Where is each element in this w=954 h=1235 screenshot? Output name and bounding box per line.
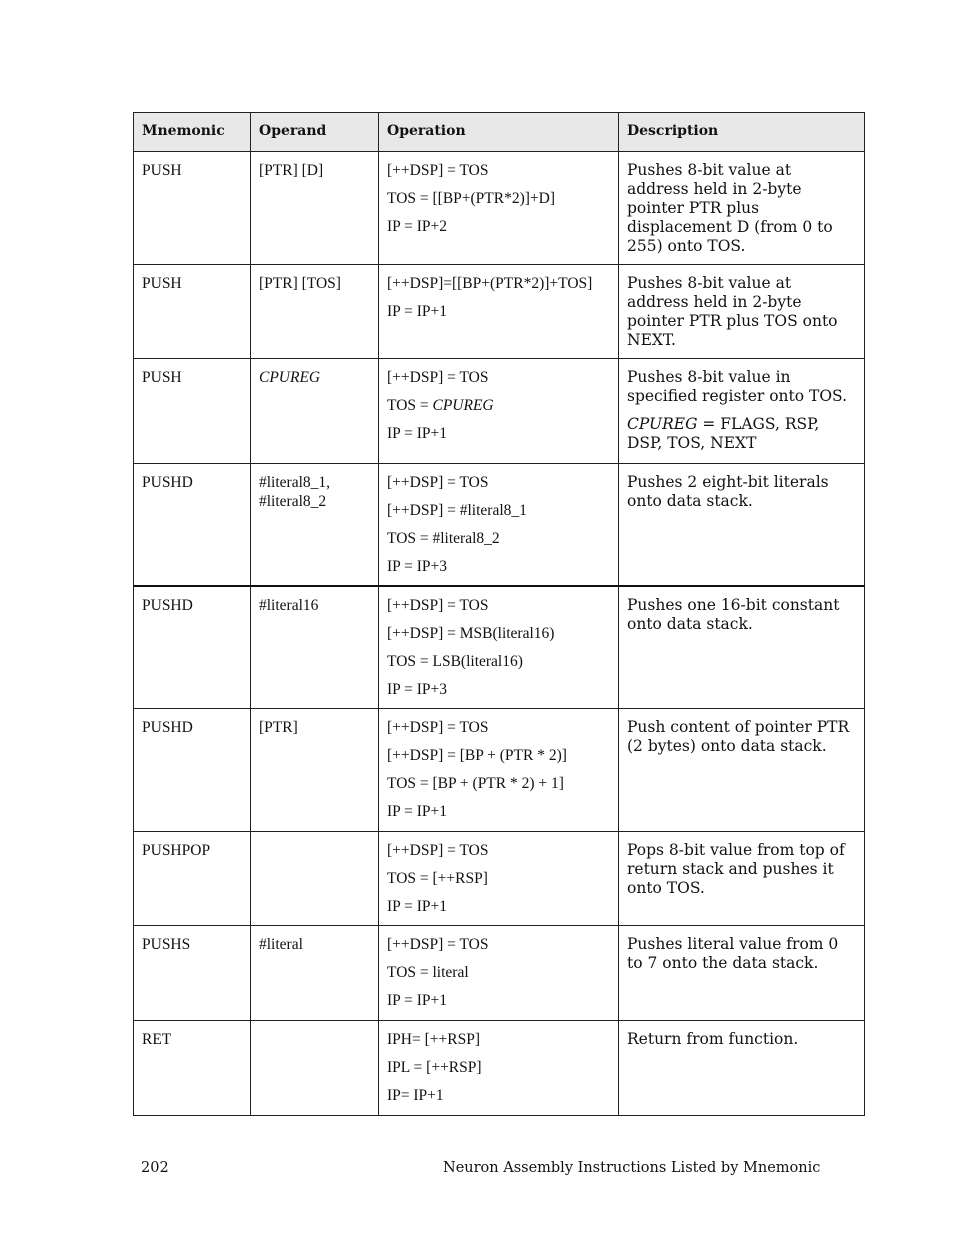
operand-cell (251, 832, 379, 926)
description-register-values: = FLAGS, RSP, DSP, TOS, NEXT (627, 415, 820, 452)
description-cell: Push content of pointer PTR (2 bytes) onto data stack. (619, 709, 865, 832)
operation-line: IPH= [++RSP] (387, 1031, 480, 1048)
mnemonic-cell: PUSH (134, 152, 251, 265)
operation-cell (379, 359, 619, 464)
mnemonic-cell: RET (134, 1021, 251, 1116)
operation-line: IPL = [++RSP] (387, 1059, 482, 1076)
operation-line: IP = IP+2 (387, 218, 447, 235)
mnemonic-cell: PUSH (134, 265, 251, 359)
header-description: Description (619, 113, 865, 152)
operation-cell (379, 926, 619, 1021)
table-row (134, 709, 865, 832)
description-cell: Pops 8-bit value from top of return stack and pushes it onto TOS. (619, 832, 865, 926)
table-row (134, 152, 865, 265)
instruction-table (133, 112, 865, 1116)
operation-line: TOS = [BP + (PTR * 2) + 1] (387, 775, 564, 792)
operation-line: IP = IP+1 (387, 992, 447, 1009)
operation-line: [++DSP] = #literal8_1 (387, 502, 527, 519)
operation-line: [++DSP] = TOS (387, 162, 489, 179)
description-cell: Pushes 8-bit value at address held in 2-byte pointer PTR plus displacement D (from 0 to 255) onto TOS. (619, 152, 865, 265)
operation-line: [++DSP] = TOS (387, 842, 489, 859)
operation-line (387, 396, 610, 415)
table-row (134, 926, 865, 1021)
mnemonic-cell: PUSH (134, 359, 251, 464)
operation-cell (379, 586, 619, 709)
operation-line: [++DSP] = TOS (387, 596, 489, 614)
footer-title: Neuron Assembly Instructions Listed by Mnemonic (443, 1160, 821, 1176)
page-number: 202 (141, 1160, 169, 1176)
operand-cell: CPUREG (251, 359, 379, 464)
table-row (134, 586, 865, 709)
operand-cell: #literal (251, 926, 379, 1021)
operation-line: TOS = [++RSP] (387, 870, 488, 887)
description-cell: Pushes one 16-bit constant onto data stack. (619, 586, 865, 709)
operand-cell: #literal8_1, #literal8_2 (251, 464, 379, 586)
operation-cell (379, 832, 619, 926)
mnemonic-cell: PUSHS (134, 926, 251, 1021)
table-header-row (134, 113, 865, 152)
description-cell: Pushes 2 eight-bit literals onto data stack. (619, 464, 865, 586)
operation-cell (379, 1021, 619, 1116)
operation-register: CPUREG (432, 397, 494, 414)
operation-cell (379, 265, 619, 359)
operation-line: [++DSP] = TOS (387, 369, 489, 386)
mnemonic-cell: PUSHD (134, 709, 251, 832)
description-register: CPUREG (627, 415, 698, 433)
operation-line: IP = IP+3 (387, 680, 447, 698)
operand-cell: [PTR] [D] (251, 152, 379, 265)
mnemonic-cell: PUSHD (134, 464, 251, 586)
operation-line: [++DSP] = TOS (387, 719, 489, 736)
mnemonic-cell: PUSHD (134, 586, 251, 709)
description-cell: Pushes literal value from 0 to 7 onto the data stack. (619, 926, 865, 1021)
operation-text: TOS = (387, 397, 433, 414)
operation-line: IP = IP+1 (387, 803, 447, 820)
operand-cell: [PTR] [TOS] (251, 265, 379, 359)
operation-line: IP = IP+1 (387, 303, 447, 320)
operand-cell: [PTR] (251, 709, 379, 832)
mnemonic-cell: PUSHPOP (134, 832, 251, 926)
description-text: Pushes 8-bit value in specified register onto TOS. (627, 368, 848, 405)
description-cell: Return from function. (619, 1021, 865, 1116)
operation-line: TOS = LSB(literal16) (387, 652, 523, 670)
operation-line: IP = IP+1 (387, 898, 447, 915)
table-row (134, 265, 865, 359)
operation-line: [++DSP] = TOS (387, 474, 489, 491)
header-operand: Operand (251, 113, 379, 152)
operation-line: IP= IP+1 (387, 1087, 444, 1104)
description-cell (619, 359, 865, 464)
operation-line: IP = IP+3 (387, 558, 447, 575)
operation-line: [++DSP] = MSB(literal16) (387, 624, 555, 642)
operation-cell (379, 152, 619, 265)
operand-cell: #literal16 (251, 586, 379, 709)
operation-line: TOS = #literal8_2 (387, 530, 500, 547)
operand-cell (251, 1021, 379, 1116)
header-operation: Operation (379, 113, 619, 152)
header-mnemonic: Mnemonic (134, 113, 251, 152)
operation-line: IP = IP+1 (387, 425, 447, 442)
description-cell: Pushes 8-bit value at address held in 2-byte pointer PTR plus TOS onto NEXT. (619, 265, 865, 359)
table-row (134, 1021, 865, 1116)
operation-cell (379, 709, 619, 832)
description-register-list (627, 415, 856, 453)
table-row (134, 359, 865, 464)
operation-line: TOS = [[BP+(PTR*2)]+D] (387, 190, 556, 207)
table-row (134, 464, 865, 586)
operation-cell (379, 464, 619, 586)
operation-line: [++DSP] = TOS (387, 936, 489, 953)
operation-line: TOS = literal (387, 964, 469, 981)
operation-line: [++DSP] = [BP + (PTR * 2)] (387, 747, 567, 764)
operation-line: [++DSP]=[[BP+(PTR*2)]+TOS] (387, 275, 593, 292)
table-row (134, 832, 865, 926)
